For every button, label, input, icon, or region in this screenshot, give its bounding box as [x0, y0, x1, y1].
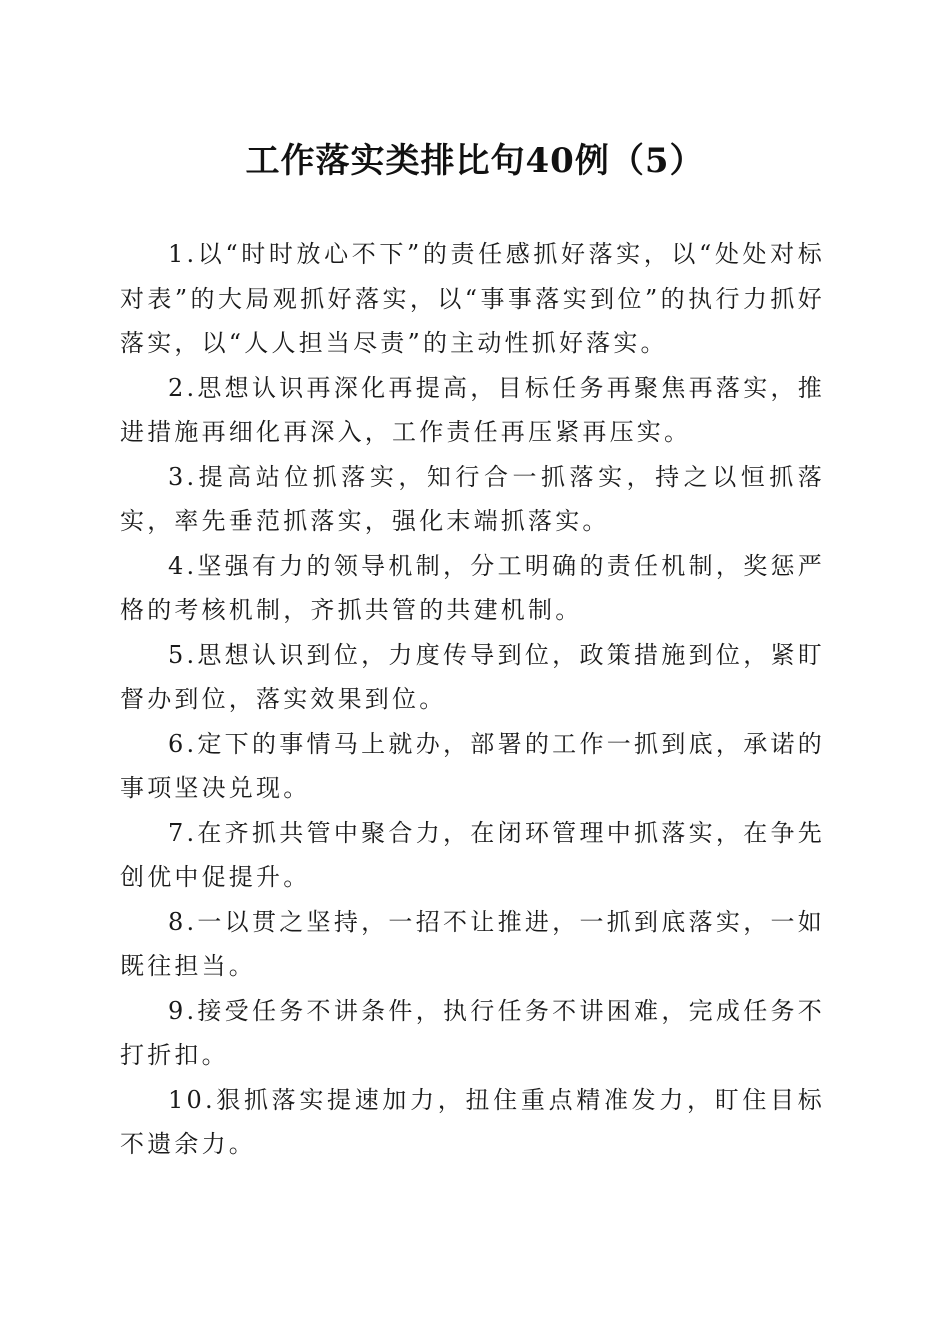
paragraph-8: 8.一以贯之坚持，一招不让推进，一抓到底落实，一如既往担当。 — [120, 907, 825, 980]
paragraph-9: 9.接受任务不讲条件，执行任务不讲困难，完成任务不打折扣。 — [120, 996, 825, 1069]
paragraph-5: 5.思想认识到位，力度传导到位，政策措施到位，紧盯督办到位，落实效果到位。 — [120, 640, 825, 713]
paragraph-2: 2.思想认识再深化再提高，目标任务再聚焦再落实，推进措施再细化再深入，工作责任再压紧再压实。 — [120, 373, 825, 446]
paragraph-6: 6.定下的事情马上就办，部署的工作一抓到底，承诺的事项坚决兑现。 — [120, 729, 825, 802]
paragraph-10: 10.狠抓落实提速加力，扭住重点精准发力，盯住目标不遗余力。 — [120, 1085, 825, 1158]
paragraph-1: 1.以“时时放心不下”的责任感抓好落实，以“处处对标对表”的大局观抓好落实，以“事事落实到位”的执行力抓好落实，以“人人担当尽责”的主动性抓好落实。 — [120, 240, 825, 357]
paragraph-4: 4.坚强有力的领导机制，分工明确的责任机制，奖惩严格的考核机制，齐抓共管的共建机制。 — [120, 551, 825, 624]
paragraph-3: 3.提高站位抓落实，知行合一抓落实，持之以恒抓落实，率先垂范抓落实，强化末端抓落实。 — [120, 462, 825, 535]
document-body — [120, 232, 825, 1167]
document-title: 工作落实类排比句40例（5） — [245, 141, 705, 181]
paragraph-7: 7.在齐抓共管中聚合力，在闭环管理中抓落实，在争先创优中促提升。 — [120, 818, 825, 891]
